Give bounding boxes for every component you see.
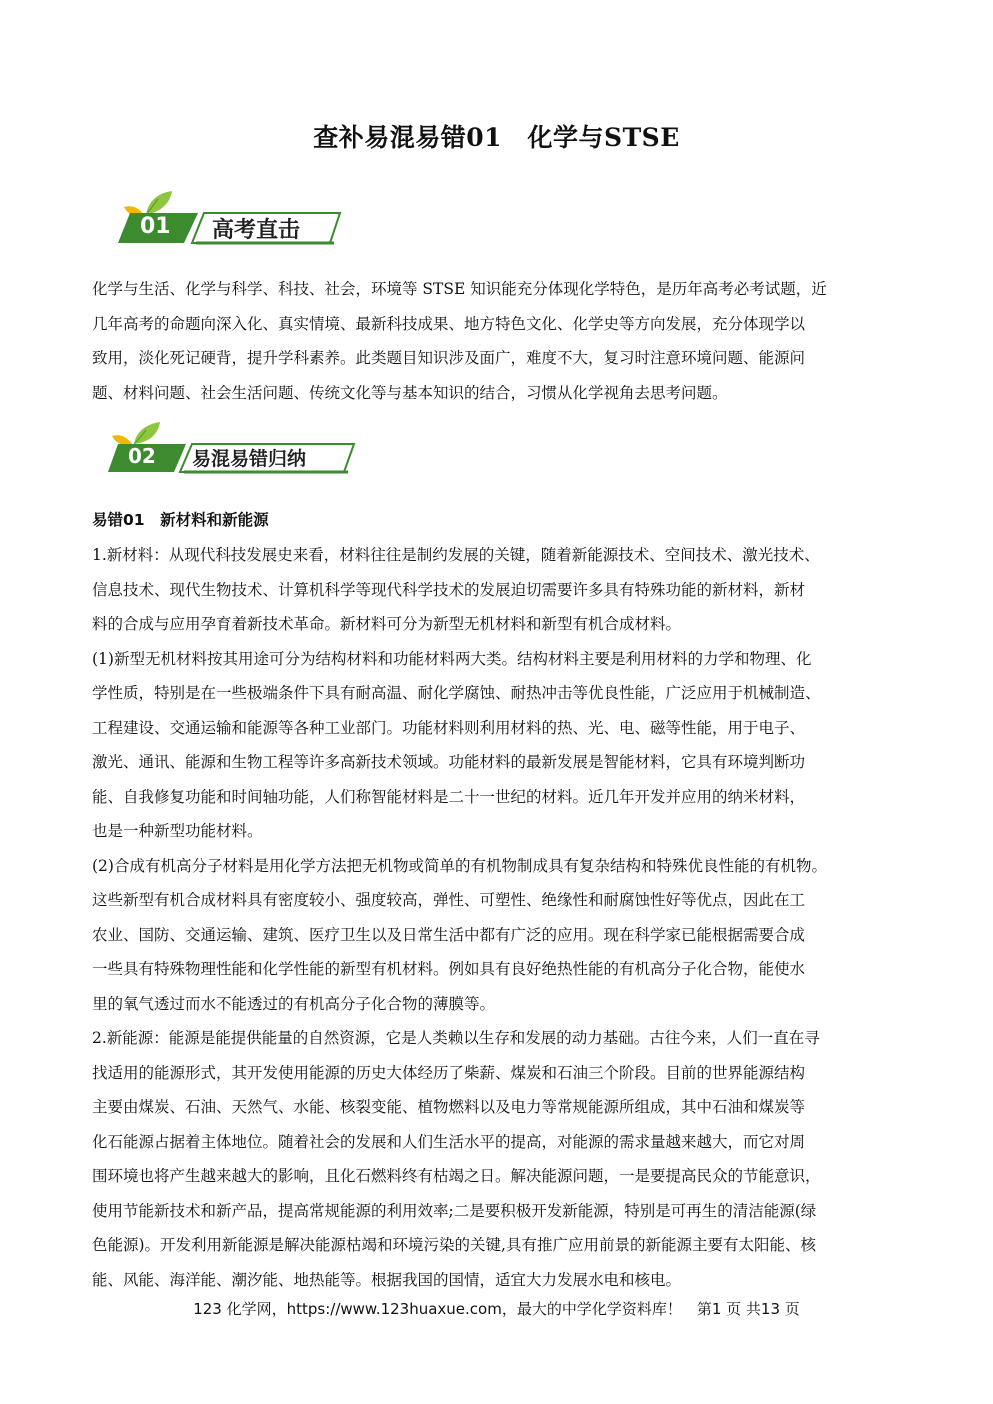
section-banner-02 [108, 420, 356, 476]
text-line: 围环境也将产生越来越大的影响，且化石燃料终有枯竭之日。解决能源问题，一是要提高民众的节能意识， [92, 1167, 821, 1185]
text-line: 1.新材料：从现代科技发展史来看，材料往往是制约发展的关键，随着新能源技术、空间技术、激光技术、 [92, 546, 820, 564]
text-line: 学性质，特别是在一些极端条件下具有耐高温、耐化学腐蚀、耐热冲击等优良性能，广泛应用于机械制造、 [92, 684, 821, 702]
text-line: 激光、通讯、能源和生物工程等许多高新技术领域。功能材料的最新发展是智能材料，它具有环境判断功 [92, 753, 806, 771]
text-line: (1)新型无机材料按其用途可分为结构材料和功能材料两大类。结构材料主要是利用材料的力学和物理、化 [92, 649, 812, 668]
text-line: 一些具有特殊物理性能和化学性能的新型有机材料。例如具有良好绝热性能的有机高分子化合物，能使水 [92, 960, 806, 978]
text-line: 能、自我修复功能和时间轴功能，人们称智能材料是二十一世纪的材料。近几年开发并应用的纳米材料， [92, 787, 806, 806]
text-line: 信息技术、现代生物技术、计算机科学等现代科学技术的发展迫切需要许多具有特殊功能的新材料，新材 [92, 580, 806, 599]
text-line: 也是一种新型功能材料。 [92, 822, 263, 840]
section-label: 易混易错归纳 [192, 448, 307, 470]
section-label: 高考直击 [212, 218, 301, 243]
subheading: 易错01 新材料和新能源 [92, 511, 269, 529]
text-line: (2)合成有机高分子材料是用化学方法把无机物或简单的有机物制成具有复杂结构和特殊优良性能的有机物。 [92, 856, 827, 875]
page-title: 查补易混易错01 化学与STSE [313, 123, 680, 152]
section-number: 02 [128, 444, 156, 468]
page-footer: 123 化学网，https://www.123huaxue.com，最大的中学化学资料库！ 第1 页 共13 页 [193, 1300, 800, 1318]
text-line: 主要由煤炭、石油、天然气、水能、核裂变能、植物燃料以及电力等常规能源所组成，其中石油和煤炭等 [92, 1098, 806, 1116]
text-line: 2.新能源：能源是能提供能量的自然资源，它是人类赖以生存和发展的动力基础。古往今来，人们一直在寻 [92, 1029, 820, 1047]
text-line: 题、材料问题、社会生活问题、传统文化等与基本知识的结合，习惯从化学视角去思考问题。 [92, 383, 728, 402]
section-number: 01 [140, 214, 171, 239]
text-line: 找适用的能源形式，其开发使用能源的历史大体经历了柴薪、煤炭和石油三个阶段。目前的世界能源结构 [92, 1063, 806, 1082]
text-line: 里的氧气透过而水不能透过的有机高分子化合物的薄膜等。 [92, 994, 496, 1013]
text-line: 农业、国防、交通运输、建筑、医疗卫生以及日常生活中都有广泛的应用。现在科学家已能根据需要合成 [92, 925, 806, 944]
text-line: 几年高考的命题向深入化、真实情境、最新科技成果、地方特色文化、化学史等方向发展，充分体现学以 [92, 314, 806, 333]
intro-paragraph [92, 272, 906, 410]
text-line: 化石能源占据着主体地位。随着社会的发展和人们生活水平的提高，对能源的需求量越来越大，而它对周 [92, 1132, 806, 1151]
text-line: 色能源)。开发利用新能源是解决能源枯竭和环境污染的关键,具有推广应用前景的新能源主要有太阳能、核 [92, 1236, 816, 1254]
text-line: 化学与生活、化学与科学、科技、社会，环境等 STSE 知识能充分体现化学特色，是历年高考必考试题，近 [92, 280, 827, 298]
text-line: 这些新型有机合成材料具有密度较小、强度较高，弹性、可塑性、绝缘性和耐腐蚀性好等优点，因此在工 [92, 891, 806, 909]
text-line: 致用，淡化死记硬背，提升学科素养。此类题目知识涉及面广，难度不大，复习时注意环境问题、能源问 [92, 349, 806, 367]
section-banner-01 [118, 185, 343, 247]
text-line: 能、风能、海洋能、潮汐能、地热能等。根据我国的国情，适宜大力发展水电和核电。 [92, 1270, 682, 1289]
text-line: 料的合成与应用孕育着新技术革命。新材料可分为新型无机材料和新型有机合成材料。 [92, 615, 682, 633]
text-line: 使用节能新技术和新产品，提高常规能源的利用效率;二是要积极开发新能源，特别是可再生的清洁能源(绿 [92, 1201, 817, 1220]
body-text [92, 538, 906, 1297]
text-line: 工程建设、交通运输和能源等各种工业部门。功能材料则利用材料的热、光、电、磁等性能，用于电子、 [92, 718, 806, 737]
